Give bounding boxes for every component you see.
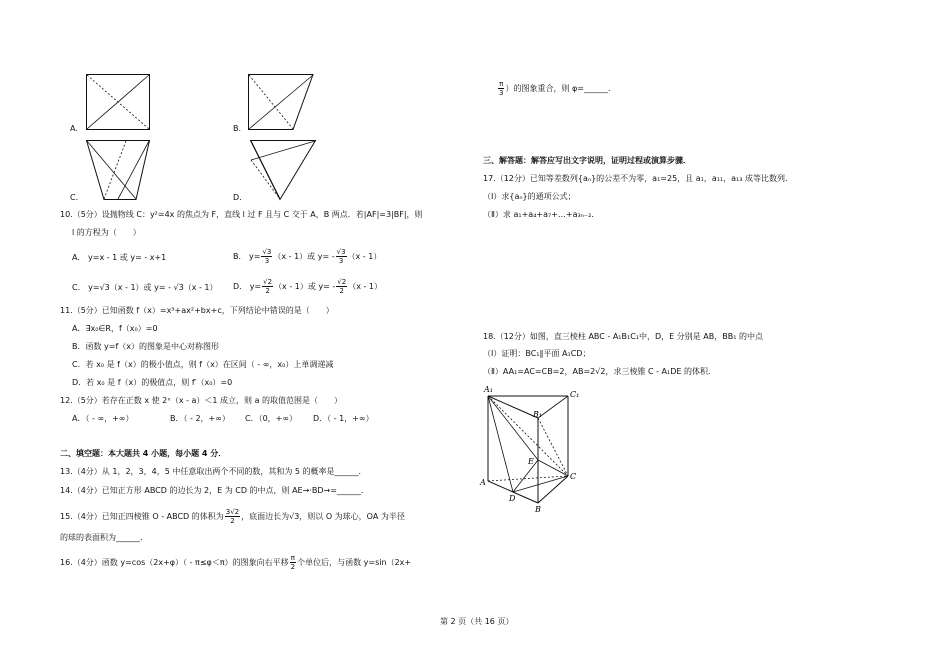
- label-b1: B₁: [533, 410, 543, 419]
- q16-text: [60, 554, 411, 571]
- label-d: D: [509, 494, 516, 503]
- q14-text: 14.（4分）已知正方形 ABCD 的边长为 2，E 为 CD 的中点，则 AE→·BD→=______．: [60, 486, 369, 495]
- figure-label-b: B.: [233, 124, 242, 133]
- q10-option-d-mid: （x - 1）或 y= -: [274, 282, 336, 291]
- q11-option-b[interactable]: B．函数 y=f（x）的图象是中心对称图形: [72, 342, 220, 351]
- q10-option-b-pre: B． y=: [233, 252, 261, 261]
- q15-pre: 15.（4分）已知正四棱锥 O - ABCD 的体积为: [60, 512, 224, 521]
- figure-option-a: [86, 74, 150, 130]
- q15-text: [60, 508, 405, 525]
- q17-part2: （Ⅱ）求 a₁+a₄+a₇+…+a₃ₙ₋₂．: [483, 210, 600, 219]
- q16-fraction: $\frac{\pi}{2}$: [290, 554, 296, 571]
- q10-option-c[interactable]: C． y=√3（x - 1）或 y= - √3（x - 1）: [72, 283, 218, 292]
- q10-option-d-fraction-2: $\frac{√2}{2}$: [337, 278, 347, 295]
- q10-stem: 10.（5分）设抛物线 C：y²=4x 的焦点为 F，直线 l 过 F 且与 C 交于 A，B 两点．若|AF|=3|BF|，则: [60, 210, 423, 219]
- q11-option-d[interactable]: D．若 x₀ 是 f（x）的极值点，则 f′（x₀）=0: [72, 378, 233, 387]
- q16-cont-fraction: $\frac{\pi}{3}$: [499, 80, 504, 97]
- q11-option-a[interactable]: A．∃x₀∈R，f（x₀）=0: [72, 324, 158, 333]
- figure-option-c: [86, 140, 150, 200]
- label-a1: A₁: [484, 385, 493, 394]
- figure-label-c: C.: [70, 193, 79, 202]
- q12-option-d[interactable]: D．（ - 1，+∞）: [313, 414, 374, 423]
- q10-option-d-pre: D． y=: [233, 282, 262, 291]
- q11-option-c[interactable]: C．若 x₀ 是 f（x）的极小值点，则 f（x）在区间（ - ∞，x₀）上单调递减: [72, 360, 334, 369]
- section2-heading: 二、填空题：本大题共 4 小题，每小题 4 分．: [60, 449, 227, 458]
- q10-option-d-fraction: $\frac{√2}{2}$: [263, 278, 273, 295]
- q10-option-d-post: （x - 1）: [348, 282, 382, 291]
- q10-option-b-fraction: $\frac{√3}{3}$: [262, 248, 272, 265]
- q12-option-c[interactable]: C．（0，+∞）: [245, 414, 298, 423]
- label-c1: C₁: [570, 390, 580, 399]
- q18-stem: 18.（12分）如图，直三棱柱 ABC - A₁B₁C₁中，D，E 分别是 AB，BB₁ 的中点: [483, 332, 763, 341]
- label-e: E: [528, 457, 534, 466]
- q12-option-b[interactable]: B．（ - 2，+∞）: [170, 414, 230, 423]
- figure-option-d: [250, 140, 316, 200]
- q18-part1: （Ⅰ）证明：BC₁∥平面 A₁CD；: [483, 349, 591, 358]
- q15-post: ，底面边长为√3，则以 O 为球心，OA 为半径: [241, 512, 405, 521]
- label-b: B: [535, 505, 541, 514]
- q12-stem: 12.（5分）若存在正数 x 使 2ˣ（x - a）＜1 成立，则 a 的取值范围是（ ）: [60, 396, 343, 405]
- q16-post: 个单位后，与函数 y=sin（2x+: [297, 558, 412, 567]
- q12-option-a[interactable]: A．（ - ∞，+∞）: [72, 414, 134, 423]
- q10-option-d[interactable]: [233, 278, 382, 295]
- q10-option-b-post: （x - 1）: [347, 252, 382, 261]
- q10-option-b-fraction-2: $\frac{√3}{3}$: [336, 248, 346, 265]
- figure-option-b: [248, 74, 314, 130]
- q10-option-b-mid: （x - 1）或 y= -: [273, 252, 335, 261]
- q10-stem-cont: l 的方程为（ ）: [72, 228, 141, 237]
- q13-text: 13.（4分）从 1，2，3，4，5 中任意取出两个不同的数，其和为 5 的概率是______．: [60, 467, 367, 476]
- q10-option-b[interactable]: [233, 248, 381, 265]
- q18-part2: （Ⅱ）AA₁=AC=CB=2，AB=2√2，求三棱锥 C - A₁DE 的体积．: [483, 367, 716, 376]
- section3-heading: 三、解答题：解答应写出文字说明，证明过程或演算步骤．: [483, 156, 691, 165]
- page-footer: 第 2 页（共 16 页）: [440, 617, 514, 626]
- q17-stem: 17.（12分）已知等差数列{aₙ}的公差不为零，a₁=25，且 a₁，a₁₁，a₁₃ 成等比数列．: [483, 174, 793, 183]
- q16-cont-text: ）的图象重合，则 φ=______．: [505, 84, 616, 93]
- q10-option-a[interactable]: A． y=x - 1 或 y= - x+1: [72, 253, 167, 262]
- label-c: C: [570, 472, 577, 481]
- q15-fraction: $\frac{3√2}{2}$: [225, 508, 240, 525]
- q15-text-cont: 的球的表面积为______．: [60, 533, 148, 542]
- figure-label-d: D.: [233, 193, 242, 202]
- q16-pre: 16.（4分）函数 y=cos（2x+φ）（ - π≤φ＜π）的图象向右平移: [60, 558, 289, 567]
- prism-figure: [478, 382, 590, 514]
- figure-label-a: A.: [70, 124, 78, 133]
- q16-continuation: [497, 80, 616, 97]
- q11-stem: 11.（5分）已知函数 f（x）=x³+ax²+bx+c，下列结论中错误的是（ ）: [60, 306, 334, 315]
- q17-part1: （Ⅰ）求{aₙ}的通项公式；: [483, 192, 576, 201]
- label-a: A: [480, 478, 486, 487]
